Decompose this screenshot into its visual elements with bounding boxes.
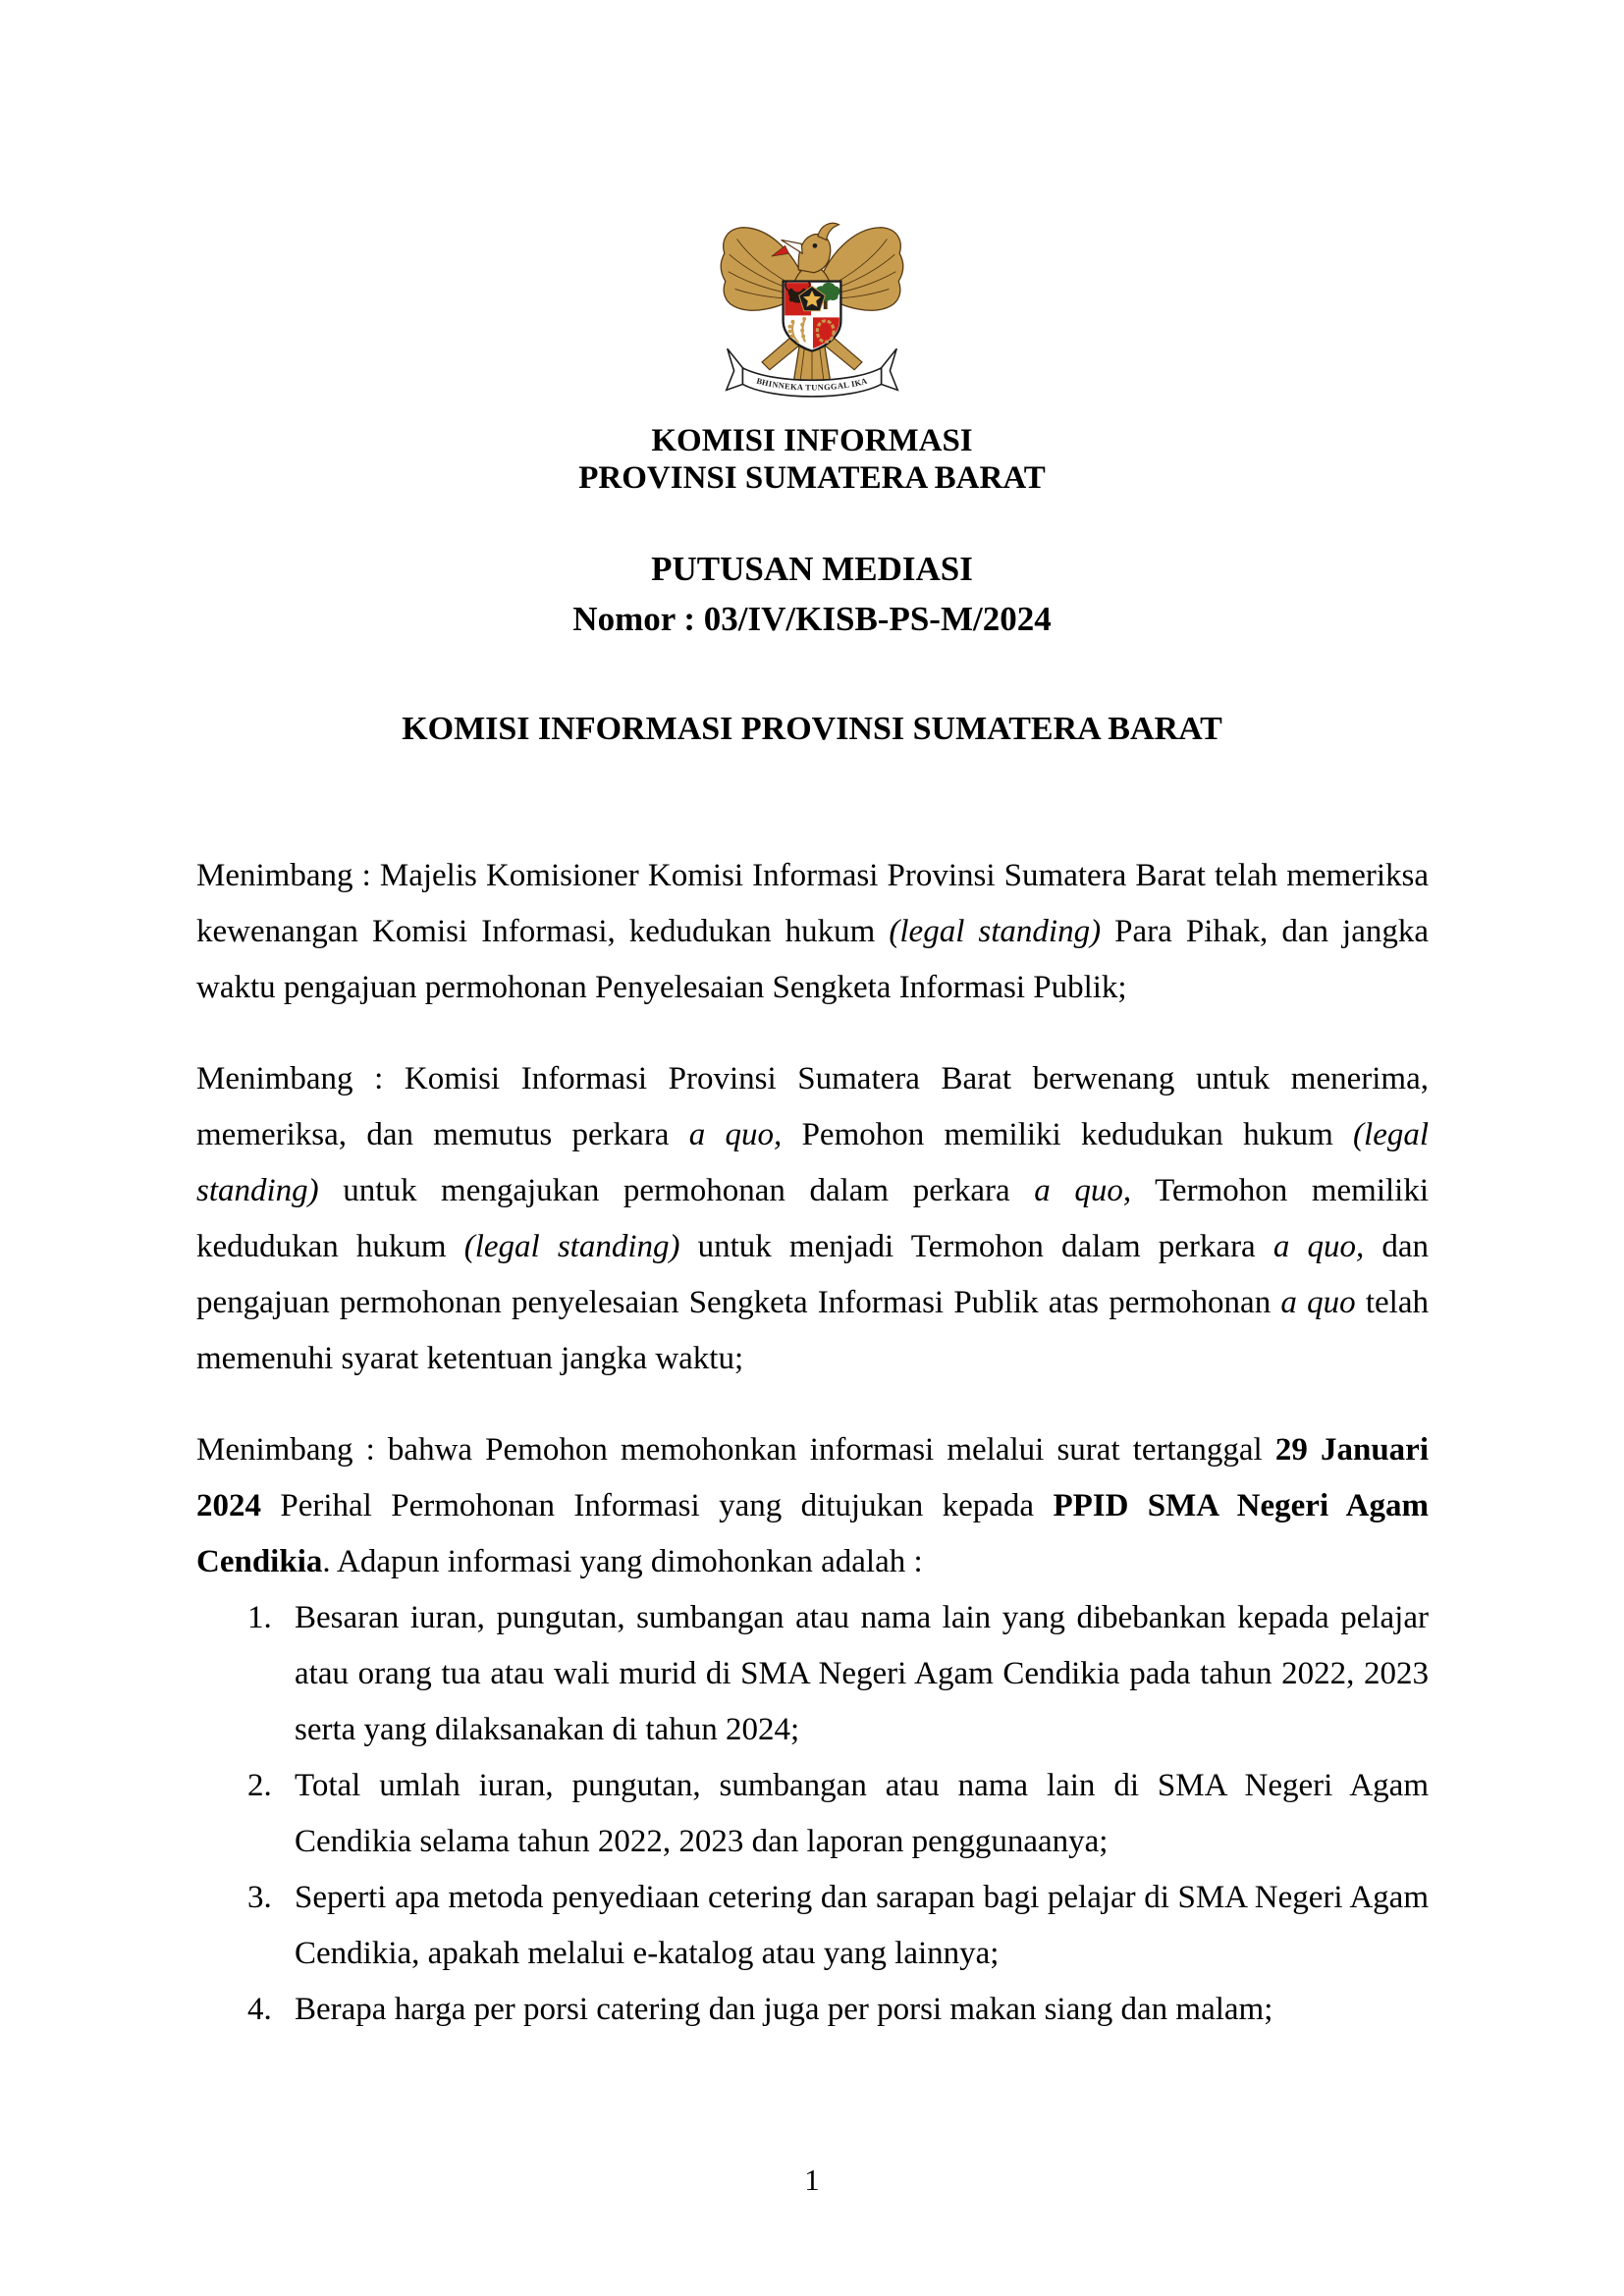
paragraph-menimbang-2: Menimbang : Komisi Informasi Provinsi Sumatera Barat berwenang untuk menerima, memeriksa, dan memutus perkara a quo, Pemohon memiliki kedudukan hukum (legal standing) untuk mengajukan permohonan dalam perkara a quo, Termohon memiliki kedudukan hukum (legal standing) untuk menjadi Termohon dalam perkara a quo, dan pengajuan permohonan penyelesaian Sengketa Informasi Publik atas permohonan a quo telah memenuhi syarat ketentuan jangka waktu; (196, 1061, 1430, 1376)
page-number: 1 (804, 2163, 820, 2197)
paragraph-menimbang-1: Menimbang : Majelis Komisioner Komisi Informasi Provinsi Sumatera Barat telah memeriksa kewenangan Komisi Informasi, kedudukan hukum (legal standing) Para Pihak, dan jangka waktu pengajuan permohonan Penyelesaian Sengketa Informasi Publik; (196, 858, 1429, 1005)
org-name (0, 422, 1624, 497)
document-number: Nomor : 03/IV/KISB-PS-M/2024 (572, 600, 1052, 638)
list-item: Berapa harga per porsi catering dan juga per porsi makan siang dan malam; (295, 1992, 1273, 2027)
pancasila-shield (784, 282, 841, 351)
list-item: Besaran iuran, pungutan, sumbangan atau nama lain yang dibebankan kepada pelajar atau orang tua atau wali murid di SMA Negeri Agam Cendikia pada tahun 2022, 2023 serta yang dilaksanakan di tahun 2024; (295, 1600, 1429, 1747)
body-title: KOMISI INFORMASI PROVINSI SUMATERA BARAT (402, 711, 1222, 747)
list-item: Seperti apa metoda penyediaan cetering dan sarapan bagi pelajar di SMA Negeri Agam Cendikia, apakah melalui e-katalog atau yang lainnya; (295, 1880, 1429, 1971)
org-name-line1: KOMISI INFORMASI (651, 423, 973, 458)
garuda-pancasila-emblem (716, 208, 908, 412)
document-title: PUTUSAN MEDIASI (651, 550, 973, 588)
document-body (196, 848, 1429, 2038)
banner-text: BHINNEKA TUNGGAL IKA (755, 375, 869, 393)
list-item: Total umlah iuran, pungutan, sumbangan atau nama lain di SMA Negeri Agam Cendikia selama tahun 2022, 2023 dan laporan penggunaanya; (295, 1768, 1429, 1859)
org-name-line2: PROVINSI SUMATERA BARAT (578, 460, 1046, 496)
paragraph-menimbang-3: Menimbang : bahwa Pemohon memohonkan informasi melalui surat tertanggal 29 Januari 2024 Perihal Permohonan Informasi yang ditujukan kepada PPID SMA Negeri Agam Cendikia. Adapun informasi yang dimohonkan adalah : (196, 1432, 1429, 1579)
requested-information-list (196, 1590, 1429, 2038)
